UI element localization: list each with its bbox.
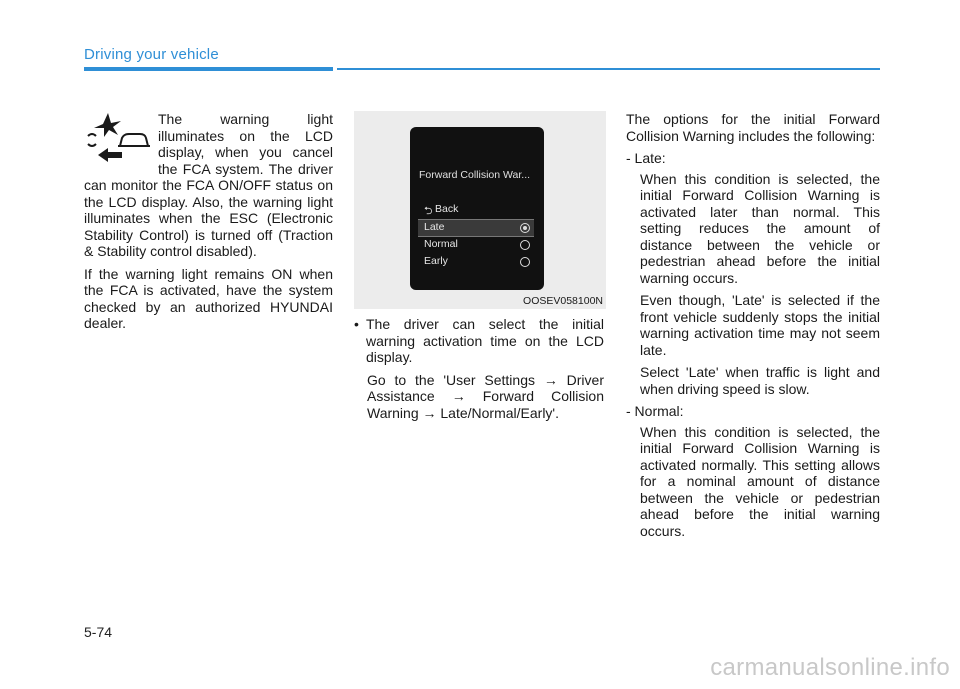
header-rule-thin (337, 68, 880, 70)
bullet-icon: • (354, 316, 359, 332)
page-number: 5-74 (84, 624, 113, 640)
lcd-back-label: Back (435, 203, 459, 215)
lcd-figure (354, 111, 606, 309)
radio-selected-icon (520, 223, 530, 233)
back-icon: ⮌ (424, 205, 433, 217)
radio-unselected-icon (520, 240, 530, 250)
lcd-option-label: Normal (424, 238, 458, 250)
lcd-option-label: Early (424, 255, 448, 267)
lcd-option-late (418, 219, 534, 237)
header-rule-thick (84, 67, 333, 71)
left-paragraph-1: The warning light illuminates on the LCD display, when you cancel the FCA system. The driver can monitor the FCA ON/OFF status on the LCD display. Also, the warning light illuminates when the ESC (Electronic Stability Control) is turned off (Traction & Stability control disabled). (84, 111, 333, 259)
figure-code: OOSEV058100N (523, 295, 603, 307)
radio-unselected-icon (520, 257, 530, 267)
late-paragraph-2: Even though, 'Late' is selected if the front vehicle suddenly stops the initial warning activation time may not seem late. (640, 292, 880, 358)
bullet-text: The driver can select the initial warning activation time on the LCD display. (366, 316, 604, 365)
watermark: carmanualsonline.info (710, 654, 950, 681)
option-normal-heading (626, 403, 880, 420)
options-intro: The options for the initial Forward Collision Warning includes the following: (626, 111, 880, 144)
late-paragraph-3: Select 'Late' when traffic is light and when driving speed is slow. (640, 364, 880, 397)
lcd-title: Forward Collision War... (419, 169, 531, 181)
section-title: Driving your vehicle (84, 46, 219, 63)
normal-paragraph-1: When this condition is selected, the initial Forward Collision Warning is activated normally. This setting allows for a nominal amount of distance between the vehicle or pedestrian ahead before the initial warning occurs. (640, 423, 880, 539)
settings-path: Go to the 'User Settings → Driver Assistance → Forward Collision Warning → Late/Normal/Early'. (367, 371, 604, 421)
lcd-option-normal (418, 237, 534, 253)
late-paragraph-1: When this condition is selected, the initial Forward Collision Warning is activated later than normal. This setting reduces the amount of distance between the vehicle or pedestrian ahead before the initial warning occurs. (640, 170, 880, 286)
fca-off-warning-icon (82, 111, 152, 167)
option-late-heading (626, 150, 880, 167)
left-column (84, 111, 333, 338)
lcd-screen (410, 127, 544, 290)
option-late-label: - Late: (626, 150, 666, 166)
lcd-option-label: Late (424, 221, 445, 233)
lcd-option-early (418, 254, 534, 270)
option-normal-label: - Normal: (626, 403, 684, 419)
right-column (626, 111, 880, 545)
left-paragraph-2: If the warning light remains ON when the FCA is activated, have the system checked by an authorized HYUNDAI dealer. (84, 265, 333, 331)
lcd-back-row (418, 202, 534, 218)
bullet-item (354, 316, 604, 372)
middle-column (354, 316, 604, 427)
